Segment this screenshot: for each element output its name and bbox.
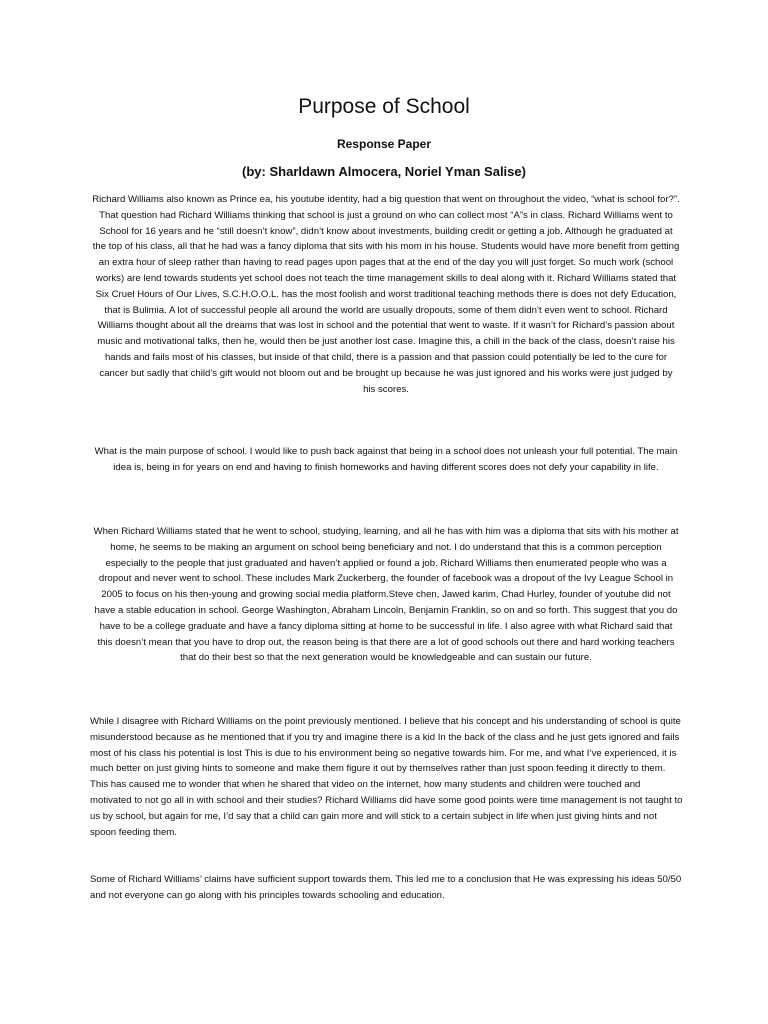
paragraph-4: While I disagree with Richard Williams on the point previously mentioned. I believe that his concept and his understanding of school is quite misunderstood because as he mentioned that if you try and imagine there is a kid In the back of the class and he just gets ignored and fails most of his class his potential is lost This is due to his environment being so negative towards him. For me, and what I’ve experienced, it is much better on just giving hints to someone and make them figure it out by themselves rather than just spoon feeding it directly to them. This has caused me to wonder that when he shared that video on the internet, how many students and children were touched and motivated to not go all in with school and their studies? Richard Williams did have some good points were time management is not taught to us by school, but again for me, I’d say that a child can gain more and will stick to a certain subject in life when just giving hints and not spoon feeding them. xyxy=(90,716,683,838)
authors-line: (by: Sharldawn Almocera, Noriel Yman Salise) xyxy=(242,164,526,179)
paragraph-1: Richard Williams also known as Prince ea, his youtube identity, had a big question that went on throughout the video, “what is school for?”. That question had Richard Williams thinking that school is just a ground on who can collect most “A”s in class. Richard Williams went to School for 16 years and he “still doesn’t know”, didn’t know about investments, building credit or getting a job. Although he graduated at the top of his class, all that he had was a fancy diploma that sits with his mom in his house. Students would have more benefit from getting an extra hour of sleep rather than having to read pages upon pages that at the end of the day you will just forget. So much work (school works) are lend towards students yet school does not teach the time management skills to deal along with it. Richard Williams stated that Six Cruel Hours of Our Lives, S.C.H.O.O.L. has the most foolish and worst traditional teaching methods there is does not defy Education, that is Bulimia. A lot of successful people all around the world are usually dropouts, some of them didn’t even went to school. Richard Williams thought about all the dreams that was lost in school and the potential that went to waste. If it wasn’t for Richard’s passion about music and motivational talks, then he, would then be just another lost case. Imagine this, a chill in the back of the class, doesn’t raise his hands and fails most of his classes, but inside of that child, there is a passion and that passion could potentially be led to the cure for cancer but sadly that child’s gift would not bloom out and be brought up because he was just ignored and his works were just judged by his scores. xyxy=(92,194,680,395)
paragraph-5: Some of Richard Williams’ claims have sufficient support towards them. This led me to a conclusion that He was expressing his ideas 50/50 and not everyone can go along with his principles towards schooling and education. xyxy=(90,874,682,901)
page-title: Purpose of School xyxy=(298,95,470,118)
paragraph-2: What is the main purpose of school. I would like to push back against that being in a school does not unleash your full potential. The main idea is, being in for years on end and having to finish homeworks and having different scores does not defy your capability in life. xyxy=(94,446,678,473)
paragraph-3: When Richard Williams stated that he went to school, studying, learning, and all he has with him was a diploma that sits with his mother at home, he seems to be making an argument on school being beneficiary and not. I do understand that this is a common perception especially to the people that just graduated and haven’t applied or found a job. Richard Williams then enumerated people who was a dropout and never went to school. These includes Mark Zuckerberg, the founder of facebook was a dropout of the Ivy League School in 2005 to focus on his then-young and growing social media platform.Steve chen, Jawed karim, Chad Hurley, founder of youtube did not have a stable education in school. George Washington, Abraham Lincoln, Benjamin Franklin, so on and so forth. This suggest that you do have to be a college graduate and have a fancy diploma sitting at home to be successful in life. I also agree with what Richard said that this doesn’t mean that you have to drop out, the reason being is that there are a lot of good schools out there and hard working teachers that do their best so that the next generation would be knowledgeable and can sustain our future. xyxy=(93,526,679,664)
page-subtitle: Response Paper xyxy=(336,137,432,151)
